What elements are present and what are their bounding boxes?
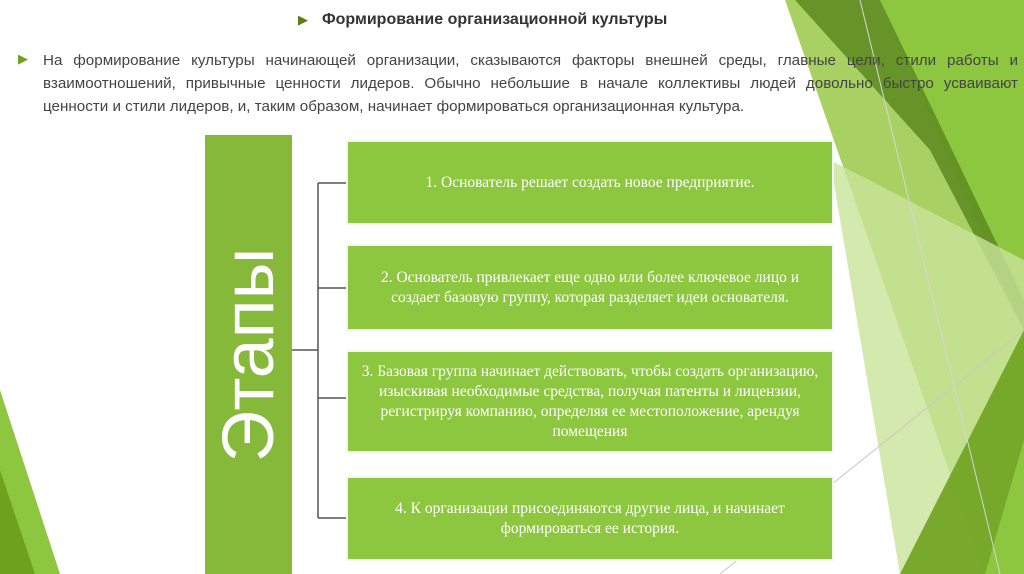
step-1-box — [346, 140, 834, 225]
step-3-box — [346, 350, 834, 453]
stages-label: Этапы — [208, 247, 289, 463]
step-3-text: 3. Базовая группа начинает действовать, чтобы создать организацию, изыскивая необходимые средства, получая патенты и лицензии, регистрируя компанию, определяя ее местоположение, арендуя помещения — [361, 362, 819, 440]
step-4-box — [346, 476, 834, 561]
step-4-text: 4. К организации присоединяются другие лица, и начинает формироваться ее история. — [395, 499, 785, 537]
step-2-box — [346, 244, 834, 331]
triangle-right-icon: ▶ — [18, 51, 28, 66]
triangle-right-icon: ▶ — [298, 12, 308, 27]
slide-title: Формирование организационной культуры — [322, 11, 668, 28]
step-2-text: 2. Основатель привлекает еще одно или более ключевое лицо и создает базовую группу, которая разделяет идеи основателя. — [380, 268, 800, 306]
step-1-text: 1. Основатель решает создать новое предприятие. — [425, 173, 755, 191]
intro-paragraph: На формирование культуры начинающей организации, сказываются факторы внешней среды, главные цели, стили работы и взаимоотношений, привычные ценности лидеров. Обычно небольшие в начале коллективы людей довольно быстро усваивают ценности и стили лидеров, и, таким образом, начинает формироваться организационная культура. — [43, 52, 1018, 115]
